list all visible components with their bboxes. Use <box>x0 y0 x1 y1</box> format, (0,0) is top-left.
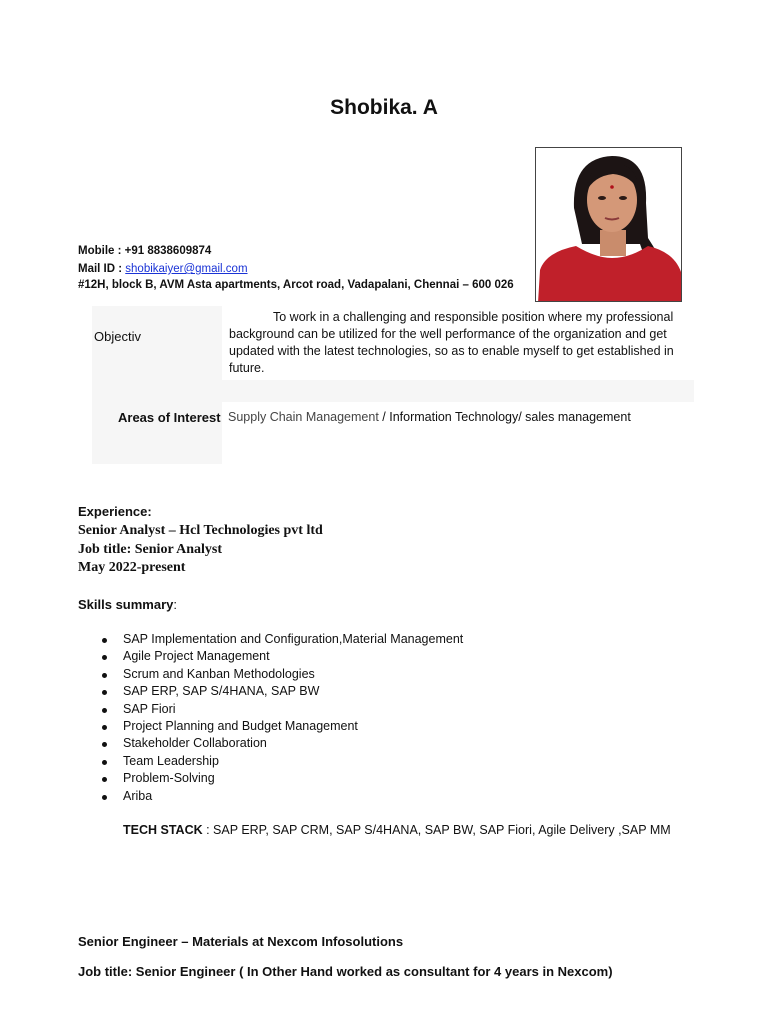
skill-item: SAP ERP, SAP S/4HANA, SAP BW <box>100 683 463 700</box>
mail-line <box>78 263 248 275</box>
row-divider-shade <box>222 380 694 402</box>
job2-role: Senior Engineer – Materials at Nexcom Infosolutions <box>78 934 404 949</box>
objective-text <box>229 309 687 377</box>
skill-item: Team Leadership <box>100 753 463 770</box>
tech-stack-label: TECH STACK <box>123 823 203 837</box>
areas-of-interest-value <box>228 410 631 424</box>
skills-list <box>100 631 463 805</box>
skill-item: Stakeholder Collaboration <box>100 735 463 752</box>
experience-role: Senior Analyst – Hcl Technologies pvt ltd <box>78 523 323 538</box>
mobile-number: +91 8838609874 <box>124 245 212 257</box>
other-interests: / Information Technology/ sales management <box>378 410 631 424</box>
skill-item: Agile Project Management <box>100 648 463 665</box>
job2-title: Job title: Senior Engineer ( In Other Hand worked as consultant for 4 years in Nexcom) <box>78 964 613 979</box>
email-link[interactable]: shobikaiyer@gmail.com <box>125 263 248 275</box>
skill-item: Ariba <box>100 788 463 805</box>
address-line: #12H, block B, AVM Asta apartments, Arcot road, Vadapalani, Chennai – 600 026 <box>78 279 514 291</box>
tech-stack <box>123 823 671 837</box>
objective-line-1: To work in a challenging and responsible position where my professional <box>273 310 674 324</box>
mobile-line <box>78 245 211 257</box>
mobile-label: Mobile : <box>78 245 125 257</box>
skill-item: SAP Fiori <box>100 701 463 718</box>
portrait-illustration <box>536 148 682 302</box>
experience-heading: Experience: <box>78 504 152 519</box>
skill-item: Project Planning and Budget Management <box>100 718 463 735</box>
experience-job-title: Job title: Senior Analyst <box>78 542 223 557</box>
candidate-name: Shobika. A <box>330 96 438 119</box>
objective-line-4: future. <box>229 361 265 375</box>
skill-item: SAP Implementation and Configuration,Material Management <box>100 631 463 648</box>
skills-heading: Skills summary: <box>78 597 178 612</box>
objective-line-3: updated with the latest technologies, so as to enable myself to get established in <box>229 344 674 358</box>
objective-label: Objectiv <box>94 329 141 344</box>
tech-stack-value: : SAP ERP, SAP CRM, SAP S/4HANA, SAP BW, SAP Fiori, Agile Delivery ,SAP MM <box>202 823 671 837</box>
profile-photo <box>535 147 682 302</box>
skill-item: Scrum and Kanban Methodologies <box>100 666 463 683</box>
objective-line-2: background can be utilized for the well performance of the organization and get <box>229 327 667 341</box>
areas-of-interest-label: Areas of Interest <box>118 410 221 425</box>
skill-item: Problem-Solving <box>100 770 463 787</box>
experience-period: May 2022-present <box>78 560 186 575</box>
mail-label: Mail ID : <box>78 263 126 275</box>
scm-interest: Supply Chain Management <box>228 410 379 424</box>
